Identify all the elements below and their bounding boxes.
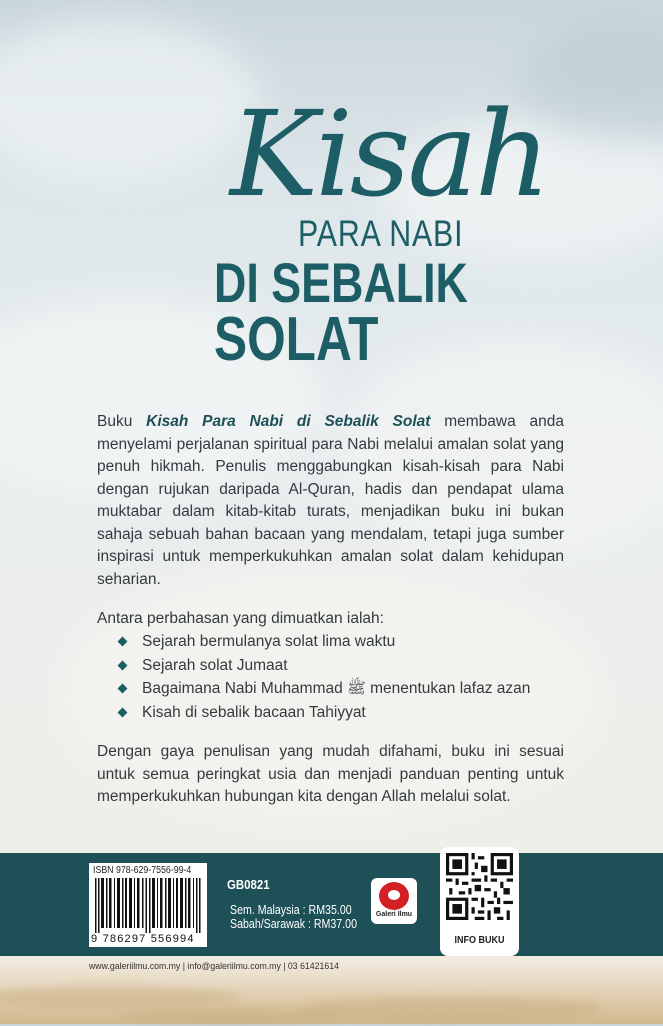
list-item: Sejarah bermulanya solat lima waktu (117, 630, 530, 654)
closing-paragraph: Dengan gaya penulisan yang mudah difahami, buku ini sesuai untuk semua peringkat usia dan menjadi panduan penting untuk memperkukuhkan hubungan kita dengan Allah melalui solat. (97, 743, 564, 805)
publisher-logo (371, 878, 417, 924)
barcode-number: 9 786297 556994 (91, 933, 195, 945)
isbn-label: ISBN 978-629-7556-99-4 (93, 865, 192, 876)
qr-code-icon[interactable] (446, 853, 513, 920)
qr-label: INFO BUKU (454, 935, 505, 946)
publisher-name: Galeri Ilmu (375, 911, 413, 918)
book-title (0, 85, 663, 375)
product-code: GB0821 (227, 877, 270, 892)
title-kisah: Kisah (230, 85, 548, 223)
synopsis-prefix: Buku (97, 413, 147, 430)
list-item: Sejarah solat Jumaat (117, 654, 530, 678)
list-item: Bagaimana Nabi Muhammad ﷺ menentukan lafaz azan (117, 677, 530, 701)
synopsis-book-title: Kisah Para Nabi di Sebalik Solat (146, 413, 431, 430)
qr-panel[interactable] (440, 847, 519, 956)
synopsis-paragraph (97, 411, 564, 591)
price-east: Sabah/Sarawak : RM37.00 (230, 917, 357, 931)
topics-list (117, 630, 530, 724)
price-west: Sem. Malaysia : RM35.00 (230, 903, 352, 917)
publisher-logo-icon (379, 882, 409, 910)
title-solat: SOLAT (214, 305, 379, 374)
list-item: Kisah di sebalik bacaan Tahiyyat (117, 701, 530, 725)
barcode-icon (93, 878, 203, 933)
title-di-sebalik: DI SEBALIK (214, 251, 468, 314)
topics-intro: Antara perbahasan yang dimuatkan ialah: (97, 610, 384, 627)
contact-footer: www.galeriilmu.com.my | info@galeriilmu.com.my | 03 61421614 (89, 961, 339, 972)
diamond-bullet-icon (118, 684, 128, 694)
barcode-panel (89, 863, 207, 947)
title-para-nabi: PARA NABI (298, 213, 464, 254)
synopsis-body: membawa anda menyelami perjalanan spiritual para Nabi melalui amalan solat yang penuh hikmah. Penulis menggabungkan kisah-kisah para Nabi dengan rujukan daripada Al-Quran, hadis dan pendapat ulama muktabar dalam kitab-kitab turats, menjadikan buku ini bukan sahaja sebuah bahan bacaan yang mendalam, tetapi juga sumber inspirasi untuk memperkukuhkan amalan solat dalam kehidupan seharian. (97, 413, 564, 588)
diamond-bullet-icon (118, 707, 128, 717)
diamond-bullet-icon (118, 660, 128, 670)
diamond-bullet-icon (118, 637, 128, 647)
